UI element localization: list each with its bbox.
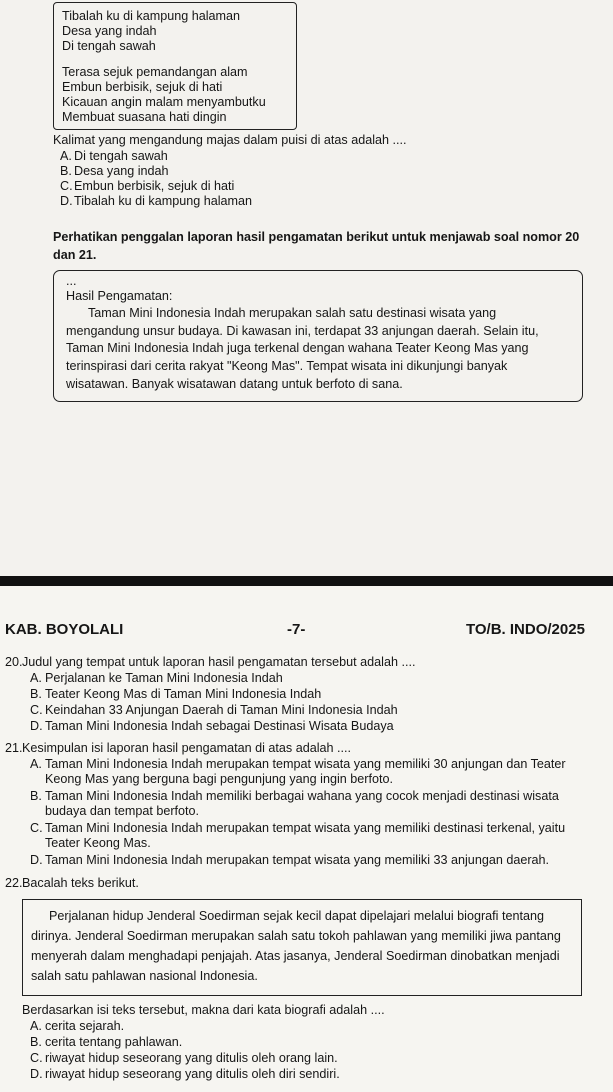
q20-option-b[interactable]: B. Teater Keong Mas di Taman Mini Indonesia Indah (30, 687, 322, 701)
report-body: Taman Mini Indonesia Indah merupakan salah satu destinasi wisata yang mengandung unsur budaya. Di kawasan ini, terdapat 33 anjungan daerah. Selain itu, Taman Mini Indonesia Indah juga terkenal dengan wahana Teater Keong Mas yang terinspirasi dari cerita rakyat "Keong Mas". Tempat wisata ini dikunjungi banyak wisatawan. Banyak wisatawan datang untuk berfoto di sana. (66, 306, 539, 391)
q19-option-a[interactable]: A. Di tengah sawah (60, 149, 168, 163)
header-code: TO/B. INDO/2025 (466, 621, 585, 638)
biography-passage: Perjalanan hidup Jenderal Soedirman sejak kecil dapat dipelajari melalui biografi tentang dirinya. Jenderal Soedirman merupakan salah satu tokoh pahlawan yang memiliki jiwa pantang menyerah dalam menghadapi penjajah. Atas jasanya, Jenderal Soedirman dinobatkan menjadi salah satu pahlawan nasional Indonesia. (31, 909, 561, 983)
poem-line: Embun berbisik, sejuk di hati (62, 80, 223, 94)
q22-number: 22. (5, 876, 23, 890)
q20-option-c[interactable]: C. Keindahan 33 Anjungan Daerah di Taman Mini Indonesia Indah (30, 703, 398, 717)
poem-line: Kicauan angin malam menyambutku (62, 95, 266, 109)
poem-line: Desa yang indah (62, 24, 157, 38)
q21-option-c[interactable]: C. Taman Mini Indonesia Indah merupakan tempat wisata yang memiliki destinasi terkenal, yaitu Teater Keong Mas. (30, 821, 566, 851)
poem-line: Tibalah ku di kampung halaman (62, 9, 241, 23)
q21-option-b[interactable]: B. Taman Mini Indonesia Indah memiliki berbagai wahana yang cocok menjadi destinasi wisata budaya dan tempat berfoto. (30, 789, 559, 819)
instruction-line: Perhatikan penggalan laporan hasil pengamatan berikut untuk menjawab soal nomor 20 (53, 230, 580, 244)
instruction-line: dan 21. (53, 248, 97, 262)
poem-line: Membuat suasana hati dingin (62, 110, 227, 124)
q20-number: 20. (5, 655, 23, 669)
header-region: KAB. BOYOLALI (5, 621, 124, 638)
q22-option-b[interactable]: B. cerita tentang pahlawan. (30, 1035, 183, 1049)
q19-option-b[interactable]: B. Desa yang indah (60, 164, 169, 178)
q22-option-d[interactable]: D. riwayat hidup seseorang yang ditulis oleh diri sendiri. (30, 1067, 340, 1081)
q21-question: Kesimpulan isi laporan hasil pengamatan di atas adalah .... (22, 741, 352, 755)
q19-option-d[interactable]: D.Tibalah ku di kampung halaman (60, 194, 253, 208)
q22-option-a[interactable]: A. cerita sejarah. (30, 1019, 125, 1033)
q22-intro: Bacalah teks berikut. (22, 876, 139, 890)
poem-box (53, 2, 297, 130)
poem-line: Di tengah sawah (62, 39, 156, 53)
q20-option-a[interactable]: A. Perjalanan ke Taman Mini Indonesia Indah (30, 671, 283, 685)
poem-line: Terasa sejuk pemandangan alam (62, 65, 248, 79)
report-title: Hasil Pengamatan: (66, 289, 173, 303)
q22-question: Berdasarkan isi teks tersebut, makna dari kata biografi adalah .... (22, 1003, 385, 1017)
biography-box (22, 899, 582, 996)
q19-option-c[interactable]: C.Embun berbisik, sejuk di hati (60, 179, 235, 193)
q20-option-d[interactable]: D. Taman Mini Indonesia Indah sebagai Destinasi Wisata Budaya (30, 719, 394, 733)
q21-option-d[interactable]: D. Taman Mini Indonesia Indah merupakan tempat wisata yang memiliki 33 anjungan daerah. (30, 853, 550, 867)
q22-option-c[interactable]: C. riwayat hidup seseorang yang ditulis oleh orang lain. (30, 1051, 338, 1065)
page-separator (0, 576, 613, 586)
page-number: -7- (287, 621, 306, 638)
report-ellipsis: ... (66, 274, 77, 288)
q20-question: Judul yang tempat untuk laporan hasil pengamatan tersebut adalah .... (22, 655, 416, 669)
report-box (53, 270, 583, 402)
q21-option-a[interactable]: A. Taman Mini Indonesia Indah merupakan tempat wisata yang memiliki 30 anjungan dan Teater Keong Mas yang berguna bagi pengunjung yang ingin berfoto. (30, 757, 566, 787)
q21-number: 21. (5, 741, 23, 755)
q19-question: Kalimat yang mengandung majas dalam puisi di atas adalah .... (53, 133, 407, 147)
